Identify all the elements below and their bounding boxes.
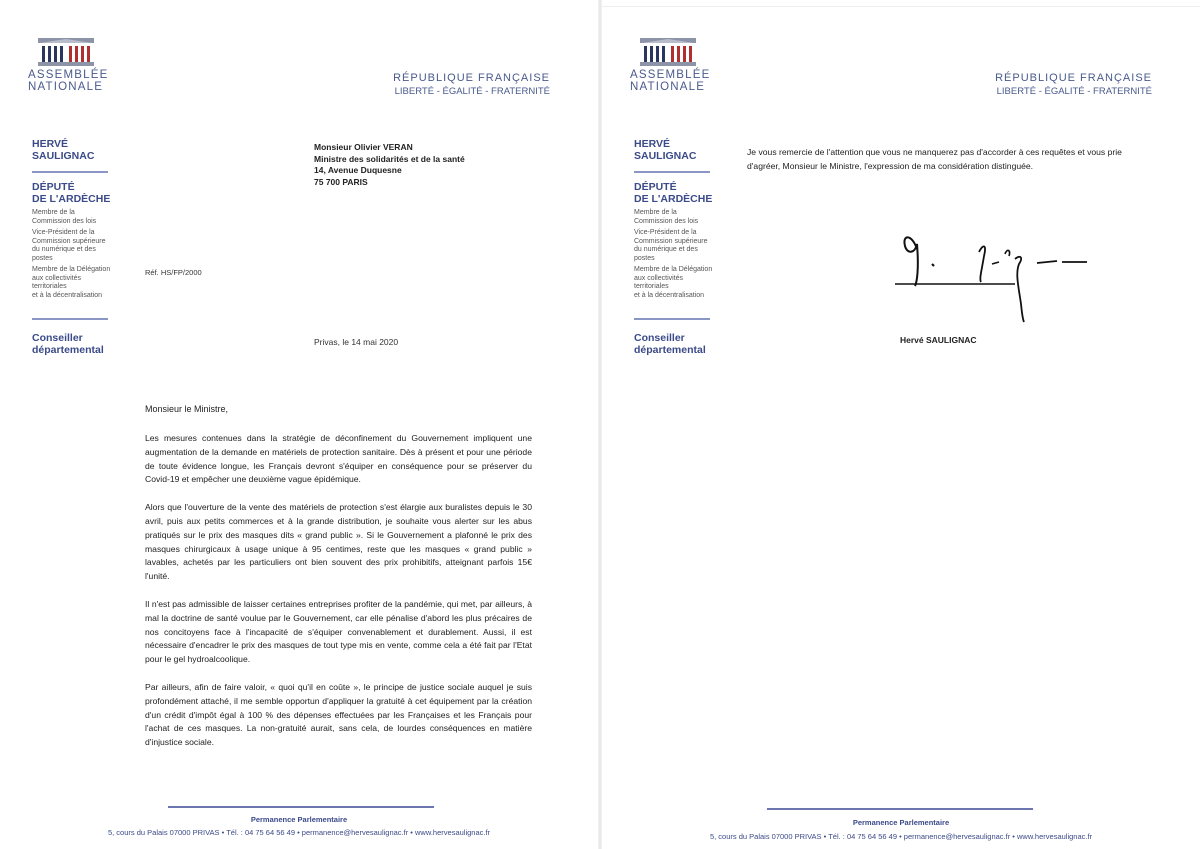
republic-motto: LIBERTÉ - ÉGALITÉ - FRATERNITÉ	[996, 86, 1152, 97]
council-line-1: Conseiller	[32, 332, 83, 344]
sidebar-divider-2	[32, 318, 108, 320]
paragraph-3: Il n'est pas admissible de laisser certaines entreprises profiter de la pandémie, qui met, par ailleurs, à mal la doctrine de santé voulue par le Gouvernement, car elle pénalise d'abord les plus précaires de nos concitoyens face à l'incapacité de s'équiper convenablement et durablement. Aussi, il est nécessaire d'encadrer le prix des masques de tout type mis en vente, comme cela a été fait par l'Etat pour le gel hydroalcoolique.	[145, 598, 532, 665]
deputy-role	[634, 181, 714, 205]
footer-title: Permanence Parlementaire	[852, 818, 950, 827]
council-line-1: Conseiller	[634, 332, 685, 344]
letter-page-2	[602, 0, 1200, 849]
council-line-2: départemental	[634, 344, 706, 356]
assemblee-nationale-building-icon	[38, 38, 94, 66]
letter-page-1	[0, 0, 598, 849]
footer-contact: 5, cours du Palais 07000 PRIVAS • Tél. : 04 75 64 56 49 • permanence@hervesaulignac.fr • www.hervesaulignac.fr	[107, 828, 491, 837]
function-2-line-1: Vice-Président de la	[32, 229, 95, 236]
function-1-line-2: Commission des lois	[634, 217, 699, 225]
function-3-line-1: Membre de la Délégation	[32, 266, 111, 273]
deputy-role-line-1: DÉPUTÉ	[634, 181, 677, 193]
function-2-line-3: du numérique et des postes	[32, 246, 96, 262]
council-title	[32, 332, 104, 356]
function-3-line-3: et à la décentralisation	[32, 291, 103, 299]
function-3-line-2: aux collectivités territoriales	[634, 274, 684, 290]
assemblee-nationale-building-icon	[640, 38, 696, 66]
function-1-line-1: Membre de la	[32, 209, 75, 216]
footer-title: Permanence Parlementaire	[250, 815, 348, 824]
republic-header	[390, 72, 550, 97]
logo-line-1: ASSEMBLÉE	[630, 69, 711, 81]
function-3-line-2: aux collectivités territoriales	[32, 274, 82, 290]
function-2-line-2: Commission supérieure	[32, 237, 106, 245]
addressee-line-1: Monsieur Olivier VERAN	[314, 142, 413, 152]
closing-paragraph: Je vous remercie de l'attention que vous ne manquerez pas d'accorder à ces requêtes et vous prie d'agréer, Monsieur le Ministre, l'expression de ma considération distinguée.	[747, 147, 1122, 171]
sidebar	[634, 138, 714, 356]
footer-contact: 5, cours du Palais 07000 PRIVAS • Tél. : 04 75 64 56 49 • permanence@hervesaulignac.fr • www.hervesaulignac.fr	[709, 832, 1093, 841]
deputy-name-line-2: SAULIGNAC	[634, 150, 697, 162]
addressee-block	[314, 142, 465, 188]
reference: Réf. HS/FP/2000	[145, 268, 202, 277]
function-2-line-1: Vice-Président de la	[634, 229, 697, 236]
republic-motto: LIBERTÉ - ÉGALITÉ - FRATERNITÉ	[394, 86, 550, 97]
addressee-line-4: 75 700 PARIS	[314, 176, 368, 187]
function-2-line-3: du numérique et des postes	[634, 246, 698, 262]
paragraph-2: Alors que l'ouverture de la vente des matériels de protection s'est élargie aux buralistes depuis le 30 avril, puis aux petits commerces et à la grande distribution, je souhaite vous alerter sur les abus pratiqués sur le prix des masques dits « grand public ». Si le Gouvernement a plafonné le prix des masques chirurgicaux à usage unique à 95 centimes, reste que les masques « grand public » lavables, achetés par les particuliers ont bien souvent des prix prohibitifs, atteignant parfois 15€ l'unité.	[145, 502, 532, 582]
addressee-line-2: Ministre des solidarités et de la santé	[314, 153, 465, 164]
logo-line-1: ASSEMBLÉE	[28, 69, 109, 81]
deputy-role-line-2: DE L'ARDÈCHE	[634, 193, 713, 205]
function-2-line-2: Commission supérieure	[634, 237, 708, 245]
letter-body	[145, 432, 532, 764]
handwritten-signature	[887, 224, 1097, 324]
footer-divider	[767, 808, 1033, 810]
sidebar	[32, 138, 112, 356]
salutation: Monsieur le Ministre,	[145, 404, 229, 414]
function-3-line-3: et à la décentralisation	[634, 291, 705, 299]
council-title	[634, 332, 706, 356]
function-1-line-2: Commission des lois	[32, 217, 97, 225]
deputy-role-line-1: DÉPUTÉ	[32, 181, 75, 193]
republic-header	[992, 72, 1152, 97]
footer-divider	[168, 806, 434, 808]
paragraph-1: Les mesures contenues dans la stratégie de déconfinement du Gouvernement impliquent une augmentation de la demande en matériels de protection sanitaire. Dès à présent et pour une période de toute évidence longue, les Français devront s'équiper en conséquence pour se préserver du Covid-19 et empêcher une deuxième vague épidémique.	[145, 433, 532, 485]
republic-title: RÉPUBLIQUE FRANÇAISE	[995, 72, 1152, 84]
signer-name: Hervé SAULIGNAC	[900, 335, 977, 345]
function-3-line-1: Membre de la Délégation	[634, 266, 713, 273]
sidebar-divider	[32, 171, 108, 173]
logo-line-2: NATIONALE	[630, 81, 706, 93]
deputy-name-line-2: SAULIGNAC	[32, 150, 95, 162]
republic-title: RÉPUBLIQUE FRANÇAISE	[393, 72, 550, 84]
deputy-name-line-1: HERVÉ	[32, 138, 68, 150]
council-line-2: départemental	[32, 344, 104, 356]
addressee-line-3: 14, Avenue Duquesne	[314, 165, 402, 175]
deputy-functions	[634, 209, 714, 300]
deputy-role-line-2: DE L'ARDÈCHE	[32, 193, 111, 205]
page-top-edge	[602, 6, 1200, 7]
sidebar-divider	[634, 171, 710, 173]
deputy-name-line-1: HERVÉ	[634, 138, 670, 150]
function-1-line-1: Membre de la	[634, 209, 677, 216]
deputy-functions	[32, 209, 112, 300]
paragraph-4: Par ailleurs, afin de faire valoir, « quoi qu'il en coûte », le principe de justice sociale auquel je suis profondément attaché, il me semble opportun d'appliquer la gratuité à cet équipement par la création d'un crédit d'impôt égal à 100 % des dépenses effectuées par les Françaises et les Français pour l'achat de ces masques. La non-gratuité aurait, sans cela, de lourdes conséquences en matière d'injustice sociale.	[145, 681, 532, 748]
logo-line-2: NATIONALE	[28, 81, 104, 93]
deputy-role	[32, 181, 112, 205]
assemblee-nationale-logo	[630, 38, 710, 93]
assemblee-nationale-logo	[28, 38, 108, 93]
deputy-name	[32, 138, 112, 162]
letter-date: Privas, le 14 mai 2020	[314, 337, 399, 347]
sidebar-divider-2	[634, 318, 710, 320]
deputy-name	[634, 138, 714, 162]
